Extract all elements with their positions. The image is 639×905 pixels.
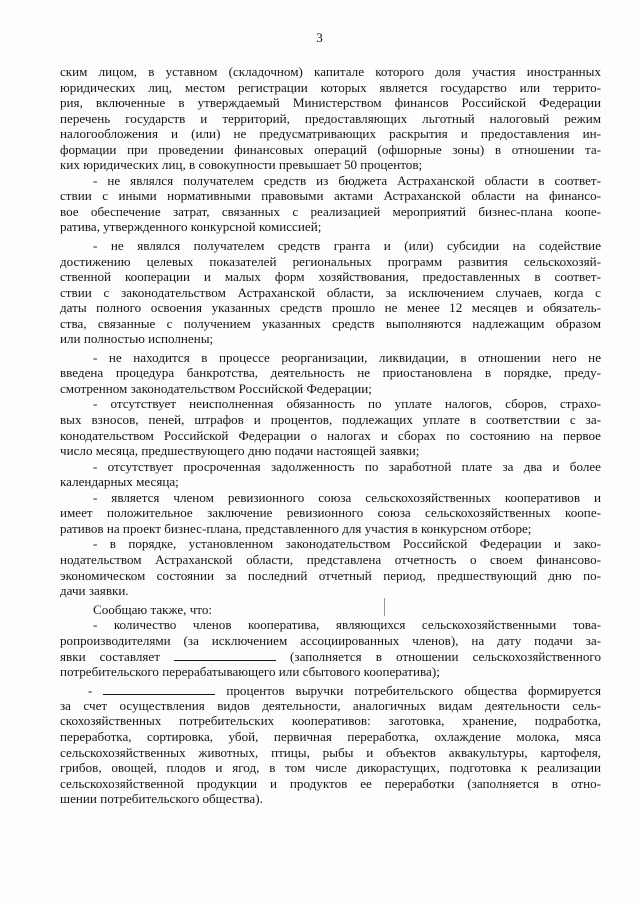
line-text: экономическом состоянии за последний отчетный период, предшествующий дню по-	[60, 567, 601, 583]
line-text: Сообщаю также, что:	[93, 601, 213, 617]
text-line	[60, 536, 601, 552]
line-text: достижению целевых показателей региональных программ развития сельскохозяй-	[60, 253, 601, 269]
line-text: - отсутствует неисполненная обязанность по уплате налогов, сборов, страхо-	[93, 396, 601, 412]
line-text: явки составляет	[60, 649, 160, 665]
line-text: ративов на проект бизнес-плана, представленного для участия в конкурсном отборе;	[60, 520, 532, 536]
document-body	[60, 64, 601, 807]
text-line	[60, 791, 601, 807]
text-line	[60, 381, 601, 397]
line-text: смотренном законодательством Российской Федерации;	[60, 380, 372, 396]
line-text: - не находится в процессе реорганизации, ликвидации, в отношении него не	[93, 349, 601, 365]
line-text: нодательством Астраханской области, представлена отчетность о своем финансово-	[60, 551, 601, 567]
text-line	[60, 617, 601, 633]
text-line	[60, 365, 601, 381]
line-text: перечень государств и территорий, предоставляющих льготный налоговый режим	[60, 110, 601, 126]
line-text: календарных месяца;	[60, 474, 179, 490]
text-line	[60, 95, 601, 111]
text-line	[60, 552, 601, 568]
text-line	[60, 300, 601, 316]
text-line	[60, 521, 601, 537]
page-number: 3	[316, 30, 323, 45]
text-line	[60, 474, 601, 490]
line-text: ких юридических лиц, в совокупности превышает 50 процентов;	[60, 157, 423, 173]
line-text: ствии с иными нормативными правовыми актами Астраханской области на финансо-	[60, 188, 601, 204]
line-text: - не являлся получателем средств из бюджета Астраханской области в соответ-	[93, 172, 601, 188]
line-text: конодательством Российской Федерации о налогах и сборах по состоянию на первое	[60, 427, 601, 443]
line-text: переработка, сортировка, убой, первичная переработка, охлаждение молока, мяса	[60, 728, 601, 744]
text-line	[60, 64, 601, 80]
line-text: ратива, утвержденного конкурсной комиссией;	[60, 219, 322, 235]
text-line	[60, 698, 601, 714]
text-line	[60, 157, 601, 173]
line-text: или полностью исполнены;	[60, 331, 214, 347]
line-text: вое обеспечение затрат, связанных с реализацией мероприятий бизнес-плана коопе-	[60, 203, 601, 219]
line-text: грибов, овощей, плодов и ягод, в том числе дикорастущих, подготовка к реализации	[60, 760, 601, 776]
line-text: ропроизводителями (за исключением ассоциированных членов), на дату подачи за-	[60, 632, 601, 648]
text-line	[60, 633, 601, 649]
line-text: за счет осуществления видов деятельности, аналогичных видам деятельности сель-	[60, 697, 601, 713]
line-text: - в порядке, установленном законодательством Российской Федерации и зако-	[93, 536, 601, 552]
text-line	[60, 568, 601, 584]
text-line	[60, 219, 601, 235]
line-text: (заполняется в отношении сельскохозяйственного	[290, 649, 602, 665]
line-text: ским лицом, в уставном (складочном) капитале которого доля участия иностранных	[60, 64, 601, 79]
line-text: - количество членов кооператива, являющихся сельскохозяйственными това-	[93, 617, 601, 633]
line-text: имеет положительное заключение ревизионного союза сельскохозяйственных коопе-	[60, 505, 601, 521]
text-line	[60, 173, 601, 189]
text-line	[60, 459, 601, 475]
text-line	[60, 254, 601, 270]
text-line	[60, 142, 601, 158]
text-line	[60, 412, 601, 428]
text-line	[60, 490, 601, 506]
line-text: процентов выручки потребительского общества формируется	[226, 683, 601, 699]
line-text: введена процедура банкротства, деятельность не приостановлена в порядке, преду-	[60, 365, 601, 381]
line-text: налогообложения и (или) не предусматривающих раскрытия и предоставления ин-	[60, 126, 601, 142]
text-line	[60, 269, 601, 285]
line-text: дачи заявки.	[60, 583, 129, 599]
text-line	[60, 602, 601, 618]
line-text: ствии с законодательством Астраханской области, за исключением случаев, когда с	[60, 284, 601, 300]
text-line	[60, 396, 601, 412]
line-text: скохозяйственных потребительских кооперативов: заготовка, хранение, подработка,	[60, 713, 601, 729]
text-line	[60, 583, 601, 599]
scan-mark	[384, 598, 385, 616]
text-line	[60, 111, 601, 127]
text-line	[60, 188, 601, 204]
text-line	[60, 126, 601, 142]
text-line	[60, 443, 601, 459]
line-text: формации при проведении финансовых операций (офшорные зоны) в отношении та-	[60, 141, 601, 157]
line-text: ства, связанные с получением указанных средств выполняются надлежащим образом	[60, 315, 601, 331]
text-line	[60, 713, 601, 729]
text-line	[60, 648, 601, 664]
line-text: рия, включенные в утверждаемый Министерством финансов Российской Федерации	[60, 95, 601, 111]
line-text: -	[88, 683, 93, 699]
fill-in-blank[interactable]	[174, 648, 276, 661]
text-line	[60, 80, 601, 96]
line-text: ственной кооперации и малых форм хозяйствования, предоставленных в соответ-	[60, 269, 601, 285]
line-text: вых взносов, пеней, штрафов и процентов, подлежащих уплате в соответствии с за-	[60, 412, 601, 428]
line-text: - отсутствует просроченная задолженность по заработной плате за два и более	[93, 458, 601, 474]
text-line	[60, 285, 601, 301]
text-line	[60, 505, 601, 521]
line-text: шении потребительского общества).	[60, 791, 263, 807]
line-text: число месяца, предшествующего дню подачи настоящей заявки;	[60, 443, 420, 459]
text-line	[60, 238, 601, 254]
text-line	[60, 776, 601, 792]
line-text: - не являлся получателем средств гранта и (или) субсидии на содействие	[93, 238, 601, 254]
text-line	[60, 331, 601, 347]
text-line	[60, 729, 601, 745]
line-text: даты полного освоения указанных средств прошло не менее 12 месяцев и обязатель-	[60, 300, 601, 316]
text-line	[60, 745, 601, 761]
text-line	[60, 664, 601, 680]
line-text: сельскохозяйственной продукции и продуктов ее переработки (заполняется в отно-	[60, 775, 601, 791]
text-line	[60, 428, 601, 444]
text-line	[60, 682, 601, 698]
line-text: потребительского перерабатывающего или сбытового кооператива);	[60, 663, 440, 679]
text-line	[60, 204, 601, 220]
text-line	[60, 350, 601, 366]
line-text: сельскохозяйственных животных, птицы, рыбы и объектов аквакультуры, картофеля,	[60, 744, 601, 760]
line-text: - является членом ревизионного союза сельскохозяйственных кооперативов и	[93, 489, 601, 505]
fill-in-blank[interactable]	[103, 682, 215, 695]
text-line	[60, 316, 601, 332]
text-line	[60, 760, 601, 776]
line-text: юридических лиц, местом регистрации которых является государство или террито-	[60, 79, 601, 95]
